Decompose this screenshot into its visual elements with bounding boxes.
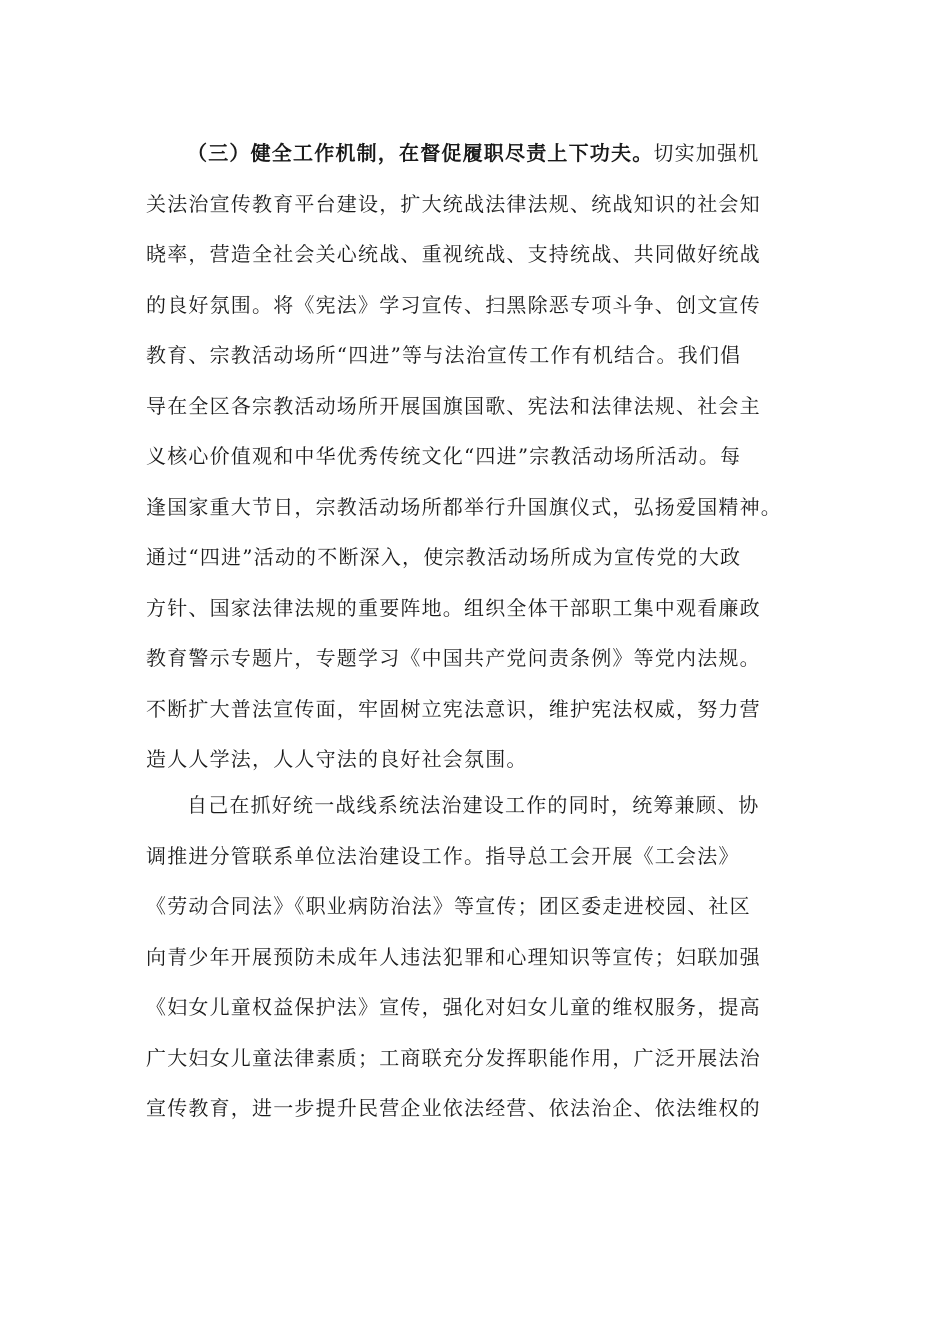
body-line: 义核心价值观和中华优秀传统文化“四进”宗教活动场所活动。每 — [146, 444, 742, 468]
body-line: 造人人学法，人人守法的良好社会氛围。 — [146, 747, 528, 771]
body-line: 向青少年开展预防未成年人违法犯罪和心理知识等宣传；妇联加强 — [146, 944, 761, 969]
paragraph-mechanism — [146, 128, 806, 785]
section-heading: （三）健全工作机制，在督促履职尽责上下功夫。 — [187, 141, 654, 165]
body-text: 切实加强机 — [653, 141, 760, 165]
body-line: 通过“四进”活动的不断深入，使宗教活动场所成为宣传党的大政 — [146, 545, 742, 569]
body-line: 教育警示专题片，专题学习《中国共产党问责条例》等党内法规。 — [146, 646, 761, 670]
body-line: 调推进分管联系单位法治建设工作。指导总工会开展《工会法》 — [146, 843, 740, 868]
body-line: 广大妇女儿童法律素质；工商联充分发挥职能作用，广泛开展法治 — [146, 1045, 761, 1070]
body-line: 晓率，营造全社会关心统战、重视统战、支持统战、共同做好统战 — [146, 242, 761, 266]
body-line: 的良好氛围。将《宪法》学习宣传、扫黑除恶专项斗争、创文宣传 — [146, 292, 761, 317]
body-line: 导在全区各宗教活动场所开展国旗国歌、宪法和法律法规、社会主 — [146, 393, 761, 418]
body-line: 方针、国家法律法规的重要阵地。组织全体干部职工集中观看廉政 — [146, 595, 761, 620]
body-line: 关法治宣传教育平台建设，扩大统战法律法规、统战知识的社会知 — [146, 191, 761, 216]
body-line: 逢国家重大节日，宗教活动场所都举行升国旗仪式，弘扬爱国精神。 — [146, 494, 782, 519]
paragraph-coordination — [146, 780, 806, 1134]
body-line: 宣传教育，进一步提升民营企业依法经营、依法治企、依法维权的 — [146, 1096, 761, 1120]
body-line: 《劳动合同法》《职业病防治法》等宣传；团区委走进校园、社区 — [146, 894, 751, 918]
paragraph-first-line — [146, 128, 806, 179]
body-line: 《妇女儿童权益保护法》宣传，强化对妇女儿童的维权服务，提高 — [146, 995, 761, 1019]
body-line: 不断扩大普法宣传面，牢固树立宪法意识，维护宪法权威，努力营 — [146, 696, 761, 721]
body-line: 自己在抓好统一战线系统法治建设工作的同时，统筹兼顾、协 — [187, 793, 760, 817]
body-line: 教育、宗教活动场所“四进”等与法治宣传工作有机结合。我们倡 — [146, 343, 742, 367]
